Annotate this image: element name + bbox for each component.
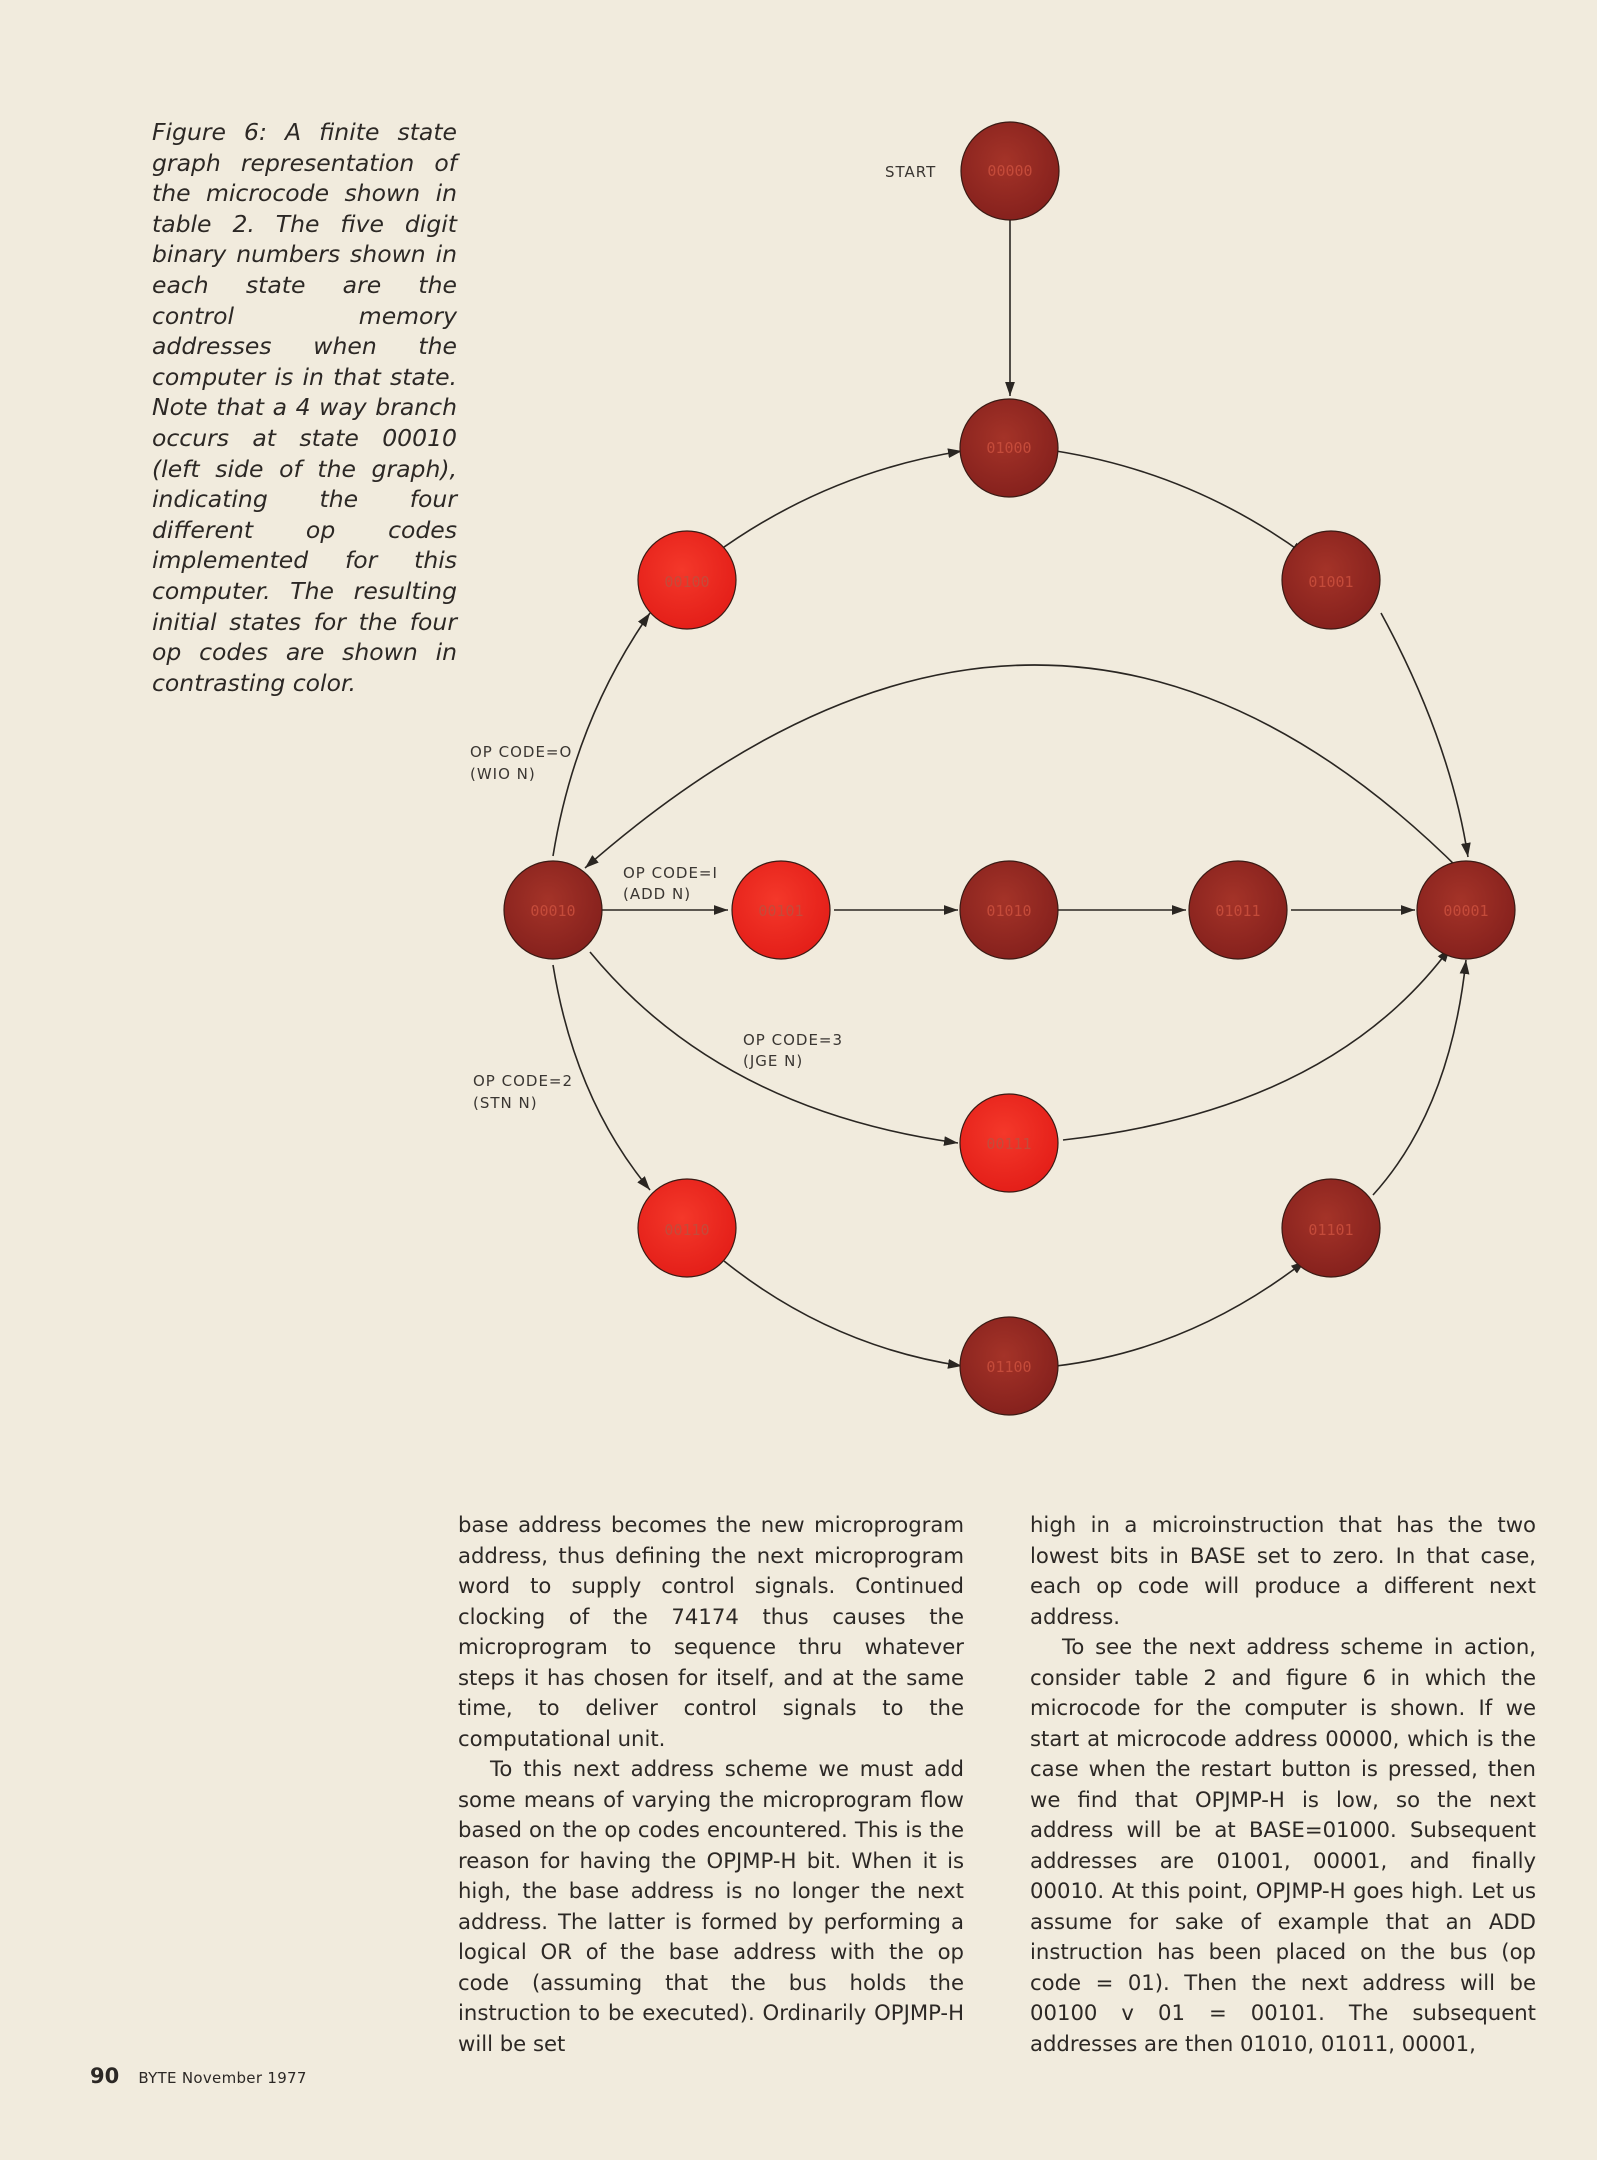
state-00010 [504, 861, 602, 959]
state-00001-label: 00001 [1443, 902, 1489, 920]
edge-01100-01101 [1056, 1261, 1305, 1366]
edge-01001-00001 [1381, 613, 1468, 857]
edge-01000-01001 [1056, 451, 1305, 555]
state-01101 [1282, 1179, 1380, 1277]
state-01010 [960, 861, 1058, 959]
body-column-left [458, 1510, 964, 2059]
edge-00010-00100 [553, 613, 650, 856]
figure-caption: Figure 6: A finite state graph representation of the microcode shown in table 2. The five digit binary numbers shown in each state are the control memory addresses when the computer is in that state. Note that a 4 way branch occurs at state 00010 (left side of the graph), indicating the four different op codes implemented for this computer. The resulting initial states for the four op codes are shown in contrasting color. [152, 118, 457, 697]
state-00110-label: 00110 [664, 1221, 710, 1239]
edge-00100-01000 [713, 451, 962, 555]
state-01011 [1189, 861, 1287, 959]
edge-00111-00001 [1063, 948, 1450, 1140]
op1-label-line2: (ADD N) [623, 885, 692, 903]
body-paragraph: To see the next address scheme in action, consider table 2 and figure 6 in which the microcode for the computer is shown. If we start at microcode address 00000, which is the case when the restart button is pressed, then we find that OPJMP-H is low, so the next address will be at BASE=01000. Subsequent addresses are 01001, 00001, and finally 00010. At this point, OPJMP-H goes high. Let us assume for sake of example that an ADD instruction has been placed on the bus (op code = 01). Then the next address will be 00100 v 01 = 00101. The subsequent addresses are then 01010, 01011, 00001, [1030, 1634, 1536, 2056]
state-00100 [638, 531, 736, 629]
publication-source: BYTE November 1977 [138, 2069, 307, 2087]
edge-01101-00001 [1373, 960, 1466, 1195]
op1-label-line1: OP CODE=I [623, 864, 718, 882]
op0-label-line2: (WIO N) [470, 765, 536, 783]
body-paragraph: high in a microinstruction that has the two lowest bits in BASE set to zero. In that case, each op code will produce a different next address. [1030, 1512, 1536, 1629]
state-01001-label: 01001 [1308, 573, 1354, 591]
op3-label-line1: OP CODE=3 [743, 1031, 844, 1049]
state-00101-label: 00101 [758, 902, 804, 920]
state-00000-label: 00000 [987, 162, 1033, 180]
edge-00110-01100 [724, 1261, 962, 1366]
state-00101 [732, 861, 830, 959]
state-00110 [638, 1179, 736, 1277]
op3-label-line2: (JGE N) [743, 1052, 804, 1070]
state-01001 [1282, 531, 1380, 629]
body-paragraph: To this next address scheme we must add some means of varying the microprogram flow based on the op codes encountered. This is the reason for having the OPJMP-H bit. When it is high, the base address is no longer the next address. The latter is formed by performing a logical OR of the base address with the op code (assuming that the bus holds the instruction to be executed). Ordinarily OPJMP-H will be set [458, 1756, 964, 2056]
state-01101-label: 01101 [1308, 1221, 1354, 1239]
state-00100-label: 00100 [664, 573, 710, 591]
state-01000 [960, 399, 1058, 497]
state-01000-label: 01000 [986, 439, 1032, 457]
op2-label-line2: (STN N) [473, 1094, 538, 1112]
op2-label-line1: OP CODE=2 [473, 1072, 574, 1090]
state-00111 [960, 1094, 1058, 1192]
page-number: 90 [90, 2064, 120, 2088]
state-01100-label: 01100 [986, 1358, 1032, 1376]
state-00001 [1417, 861, 1515, 959]
state-01010-label: 01010 [986, 902, 1032, 920]
body-column-right [1030, 1510, 1536, 2059]
op0-label-line1: OP CODE=O [470, 743, 573, 761]
state-00111-label: 00111 [986, 1135, 1032, 1153]
state-01011-label: 01011 [1215, 902, 1261, 920]
page-footer [90, 2064, 307, 2088]
state-00010-label: 00010 [530, 902, 576, 920]
start-label: START [885, 163, 937, 181]
state-01100 [960, 1317, 1058, 1415]
body-paragraph: base address becomes the new microprogram address, thus defining the next microprogram word to supply control signals. Continued clocking of the 74174 thus causes the microprogram to sequence thru whatever steps it has chosen for itself, and at the same time, to deliver control signals to the computational unit. [458, 1512, 964, 1751]
state-00000 [961, 122, 1059, 220]
edge-00001-00010 [585, 665, 1462, 872]
